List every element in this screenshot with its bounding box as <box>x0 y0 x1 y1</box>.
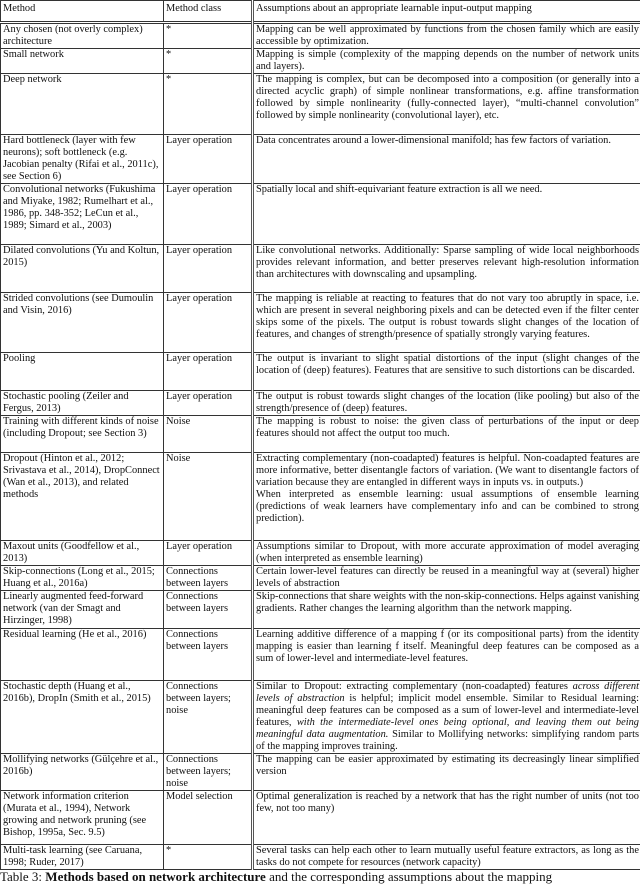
method-class-cell: Connections between layers <box>164 629 253 681</box>
method-cell: Stochastic depth (Huang et al., 2016b), DropIn (Smith et al., 2015) <box>1 681 164 754</box>
table-body <box>1 23 640 870</box>
assumption-text: Optimal generalization is reached by a network that has the right number of units (not too few, not too many) <box>256 791 639 815</box>
assumption-cell <box>253 391 640 416</box>
method-class-cell: * <box>164 49 253 74</box>
method-cell: Mollifying networks (Gülçehre et al., 2016b) <box>1 754 164 791</box>
header-assumptions: Assumptions about an appropriate learnable input-output mapping <box>253 1 640 23</box>
table-row <box>1 566 640 591</box>
method-class-cell: Connections between layers; noise <box>164 681 253 754</box>
method-class-cell: Layer operation <box>164 184 253 245</box>
table-row <box>1 754 640 791</box>
method-cell: Network information criterion (Murata et al., 1994), Network growing and network pruning (see Bishop, 1995a, Sec. 9.5) <box>1 791 164 845</box>
assumption-cell <box>253 74 640 135</box>
assumption-text: Assumptions similar to Dropout, with more accurate approximation of model averaging (when interpreted as ensemble learning) <box>256 541 639 565</box>
method-cell: Residual learning (He et al., 2016) <box>1 629 164 681</box>
method-class-cell: Layer operation <box>164 245 253 293</box>
table-caption <box>0 869 552 885</box>
table-row <box>1 681 640 754</box>
method-class-cell: Layer operation <box>164 293 253 353</box>
assumption-text: Like convolutional networks. Additionally: Sparse sampling of wide local neighborhoods provides relevant information, and better preserves relevant high-resolution information than architectures with downscaling and upsampling. <box>256 245 639 281</box>
assumption-text: The output is invariant to slight spatial distortions of the input (slight changes of the location of (deep) features). Features that are sensitive to such distortions can be discarded. <box>256 353 639 377</box>
method-class-cell: Noise <box>164 416 253 453</box>
method-cell: Dilated convolutions (Yu and Koltun, 2015) <box>1 245 164 293</box>
assumption-cell <box>253 681 640 754</box>
assumption-text: is helpful; implicit model ensemble. Similar to Residual learning: meaningful deep features can be composed as a sum of lower-level and intermediate-level features, <box>256 693 639 728</box>
assumption-text: across different levels of abstraction <box>256 681 639 704</box>
caption-label: Table 3: <box>0 869 42 884</box>
assumption-cell <box>253 566 640 591</box>
method-class-cell: * <box>164 23 253 49</box>
header-method: Method <box>1 1 164 23</box>
method-cell: Convolutional networks (Fukushima and Miyake, 1982; Rumelhart et al., 1986, pp. 348-352; LeCun et al., 1989; Simard et al., 2003) <box>1 184 164 245</box>
method-class-cell: Connections between layers <box>164 591 253 629</box>
table-row <box>1 453 640 541</box>
assumption-text: Similar to Dropout: extracting complementary (non-coadapted) features <box>256 681 573 692</box>
method-class-cell: Connections between layers <box>164 566 253 591</box>
assumption-text: Mapping can be well approximated by functions from the chosen family which are easily accessible by optimization. <box>256 24 639 48</box>
assumption-cell <box>253 353 640 391</box>
method-cell: Small network <box>1 49 164 74</box>
assumption-cell <box>253 541 640 566</box>
assumption-text: Similar to Mollifying networks: simplifying random parts of the mapping improves training. <box>256 729 639 752</box>
method-cell: Pooling <box>1 353 164 391</box>
method-class-cell: * <box>164 845 253 870</box>
method-class-cell: Model selection <box>164 791 253 845</box>
table-row <box>1 74 640 135</box>
assumption-text: Learning additive difference of a mapping f (or its compositional parts) from the identity mapping is easier than learning f itself. Meaningful deep features can be composed as a sum of lower-level and intermediate-level features. <box>256 629 639 665</box>
method-cell: Skip-connections (Long et al., 2015; Huang et al., 2016a) <box>1 566 164 591</box>
assumption-cell <box>253 245 640 293</box>
assumption-text: Spatially local and shift-equivariant feature extraction is all we need. <box>256 184 639 196</box>
method-cell: Hard bottleneck (layer with few neurons); soft bottleneck (e.g. Jacobian penalty (Rifai et al., 2011c), see Section 6) <box>1 135 164 184</box>
table-row <box>1 591 640 629</box>
assumption-text: with the intermediate-level ones being optional, and leaving them out being meaningful data augmentation. <box>256 717 639 740</box>
method-class-cell: * <box>164 74 253 135</box>
table-row <box>1 49 640 74</box>
method-class-cell: Connections between layers; noise <box>164 754 253 791</box>
table-row <box>1 791 640 845</box>
header-method-class: Method class <box>164 1 253 23</box>
assumption-text: Data concentrates around a lower-dimensional manifold; has few factors of variation. <box>256 135 639 147</box>
assumption-text: The mapping is reliable at reacting to features that do not vary too abruptly in space, i.e. which are present in several neighboring pixels and can be detected even if the filter center skips some of the pixels. The output is robust towards slight changes of the location of features, and changes of strength/presence of spatially strongly varying features. <box>256 293 639 341</box>
table-row <box>1 416 640 453</box>
table-row <box>1 293 640 353</box>
table-row <box>1 245 640 293</box>
assumption-text: When interpreted as ensemble learning: usual assumptions of ensemble learning (predictions of weak learners have complementary info and can be combined to strong prediction). <box>256 489 639 525</box>
table-row <box>1 391 640 416</box>
caption-rest: and the corresponding assumptions about the mapping <box>269 869 552 884</box>
table-row <box>1 845 640 870</box>
assumption-cell <box>253 49 640 74</box>
method-class-cell: Layer operation <box>164 353 253 391</box>
table-row <box>1 353 640 391</box>
method-cell: Dropout (Hinton et al., 2012; Srivastava et al., 2014), DropConnect (Wan et al., 2013), and related methods <box>1 453 164 541</box>
assumption-cell <box>253 23 640 49</box>
method-cell: Any chosen (not overly complex) architecture <box>1 23 164 49</box>
caption-bold: Methods based on network architecture <box>45 869 266 884</box>
method-class-cell: Noise <box>164 453 253 541</box>
table-row <box>1 135 640 184</box>
assumption-cell <box>253 135 640 184</box>
table-row <box>1 184 640 245</box>
assumption-cell <box>253 453 640 541</box>
method-cell: Stochastic pooling (Zeiler and Fergus, 2013) <box>1 391 164 416</box>
assumption-cell <box>253 791 640 845</box>
assumption-cell <box>253 754 640 791</box>
table-header-row <box>1 1 640 23</box>
method-cell: Linearly augmented feed-forward network (van der Smagt and Hirzinger, 1998) <box>1 591 164 629</box>
method-class-cell: Layer operation <box>164 135 253 184</box>
assumption-cell <box>253 184 640 245</box>
assumption-cell <box>253 591 640 629</box>
method-class-cell: Layer operation <box>164 541 253 566</box>
method-cell: Multi-task learning (see Caruana, 1998; Ruder, 2017) <box>1 845 164 870</box>
method-cell: Training with different kinds of noise (including Dropout; see Section 3) <box>1 416 164 453</box>
table-row <box>1 541 640 566</box>
method-cell: Strided convolutions (see Dumoulin and Visin, 2016) <box>1 293 164 353</box>
assumption-text: Mapping is simple (complexity of the mapping depends on the number of network units and layers). <box>256 49 639 73</box>
assumption-text: The mapping can be easier approximated by estimating its decreasingly linear simplified version <box>256 754 639 778</box>
assumption-text: The mapping is robust to noise: the given class of perturbations of the input or deep features should not affect the output too much. <box>256 416 639 440</box>
method-class-cell: Layer operation <box>164 391 253 416</box>
assumption-cell <box>253 845 640 870</box>
assumption-cell <box>253 629 640 681</box>
assumption-text: Skip-connections that share weights with the non-skip-connections. Helps against vanishing gradients. Rather changes the learning algorithm than the network mapping. <box>256 591 639 615</box>
method-cell: Deep network <box>1 74 164 135</box>
method-cell: Maxout units (Goodfellow et al., 2013) <box>1 541 164 566</box>
assumption-text: Several tasks can help each other to learn mutually useful feature extractors, as long as the tasks do not compete for resources (network capacity) <box>256 845 639 869</box>
assumption-text: The output is robust towards slight changes of the location (like pooling) but also of the strength/presence of (deep) features. <box>256 391 639 415</box>
assumption-text: Extracting complementary (non-coadapted) features is helpful. Non-coadapted features are more informative, better disentangle factors of variation. (We want to disentangle factors of variation because they are entangled in different ways in inputs vs. in outputs.) <box>256 453 639 489</box>
assumption-cell <box>253 416 640 453</box>
assumption-cell <box>253 293 640 353</box>
table-row <box>1 23 640 49</box>
assumption-text: Certain lower-level features can directly be reused in a meaningful way at (several) higher levels of abstraction <box>256 566 639 590</box>
table-row <box>1 629 640 681</box>
assumption-text: The mapping is complex, but can be decomposed into a composition (or generally into a directed acyclic graph) of simple nonlinear transformations, e.g. affine transformation followed by simple nonlinearity (fully-connected layer), “multi-channel convolution” followed by simple nonlinearity (convolutional layer), etc. <box>256 74 639 122</box>
